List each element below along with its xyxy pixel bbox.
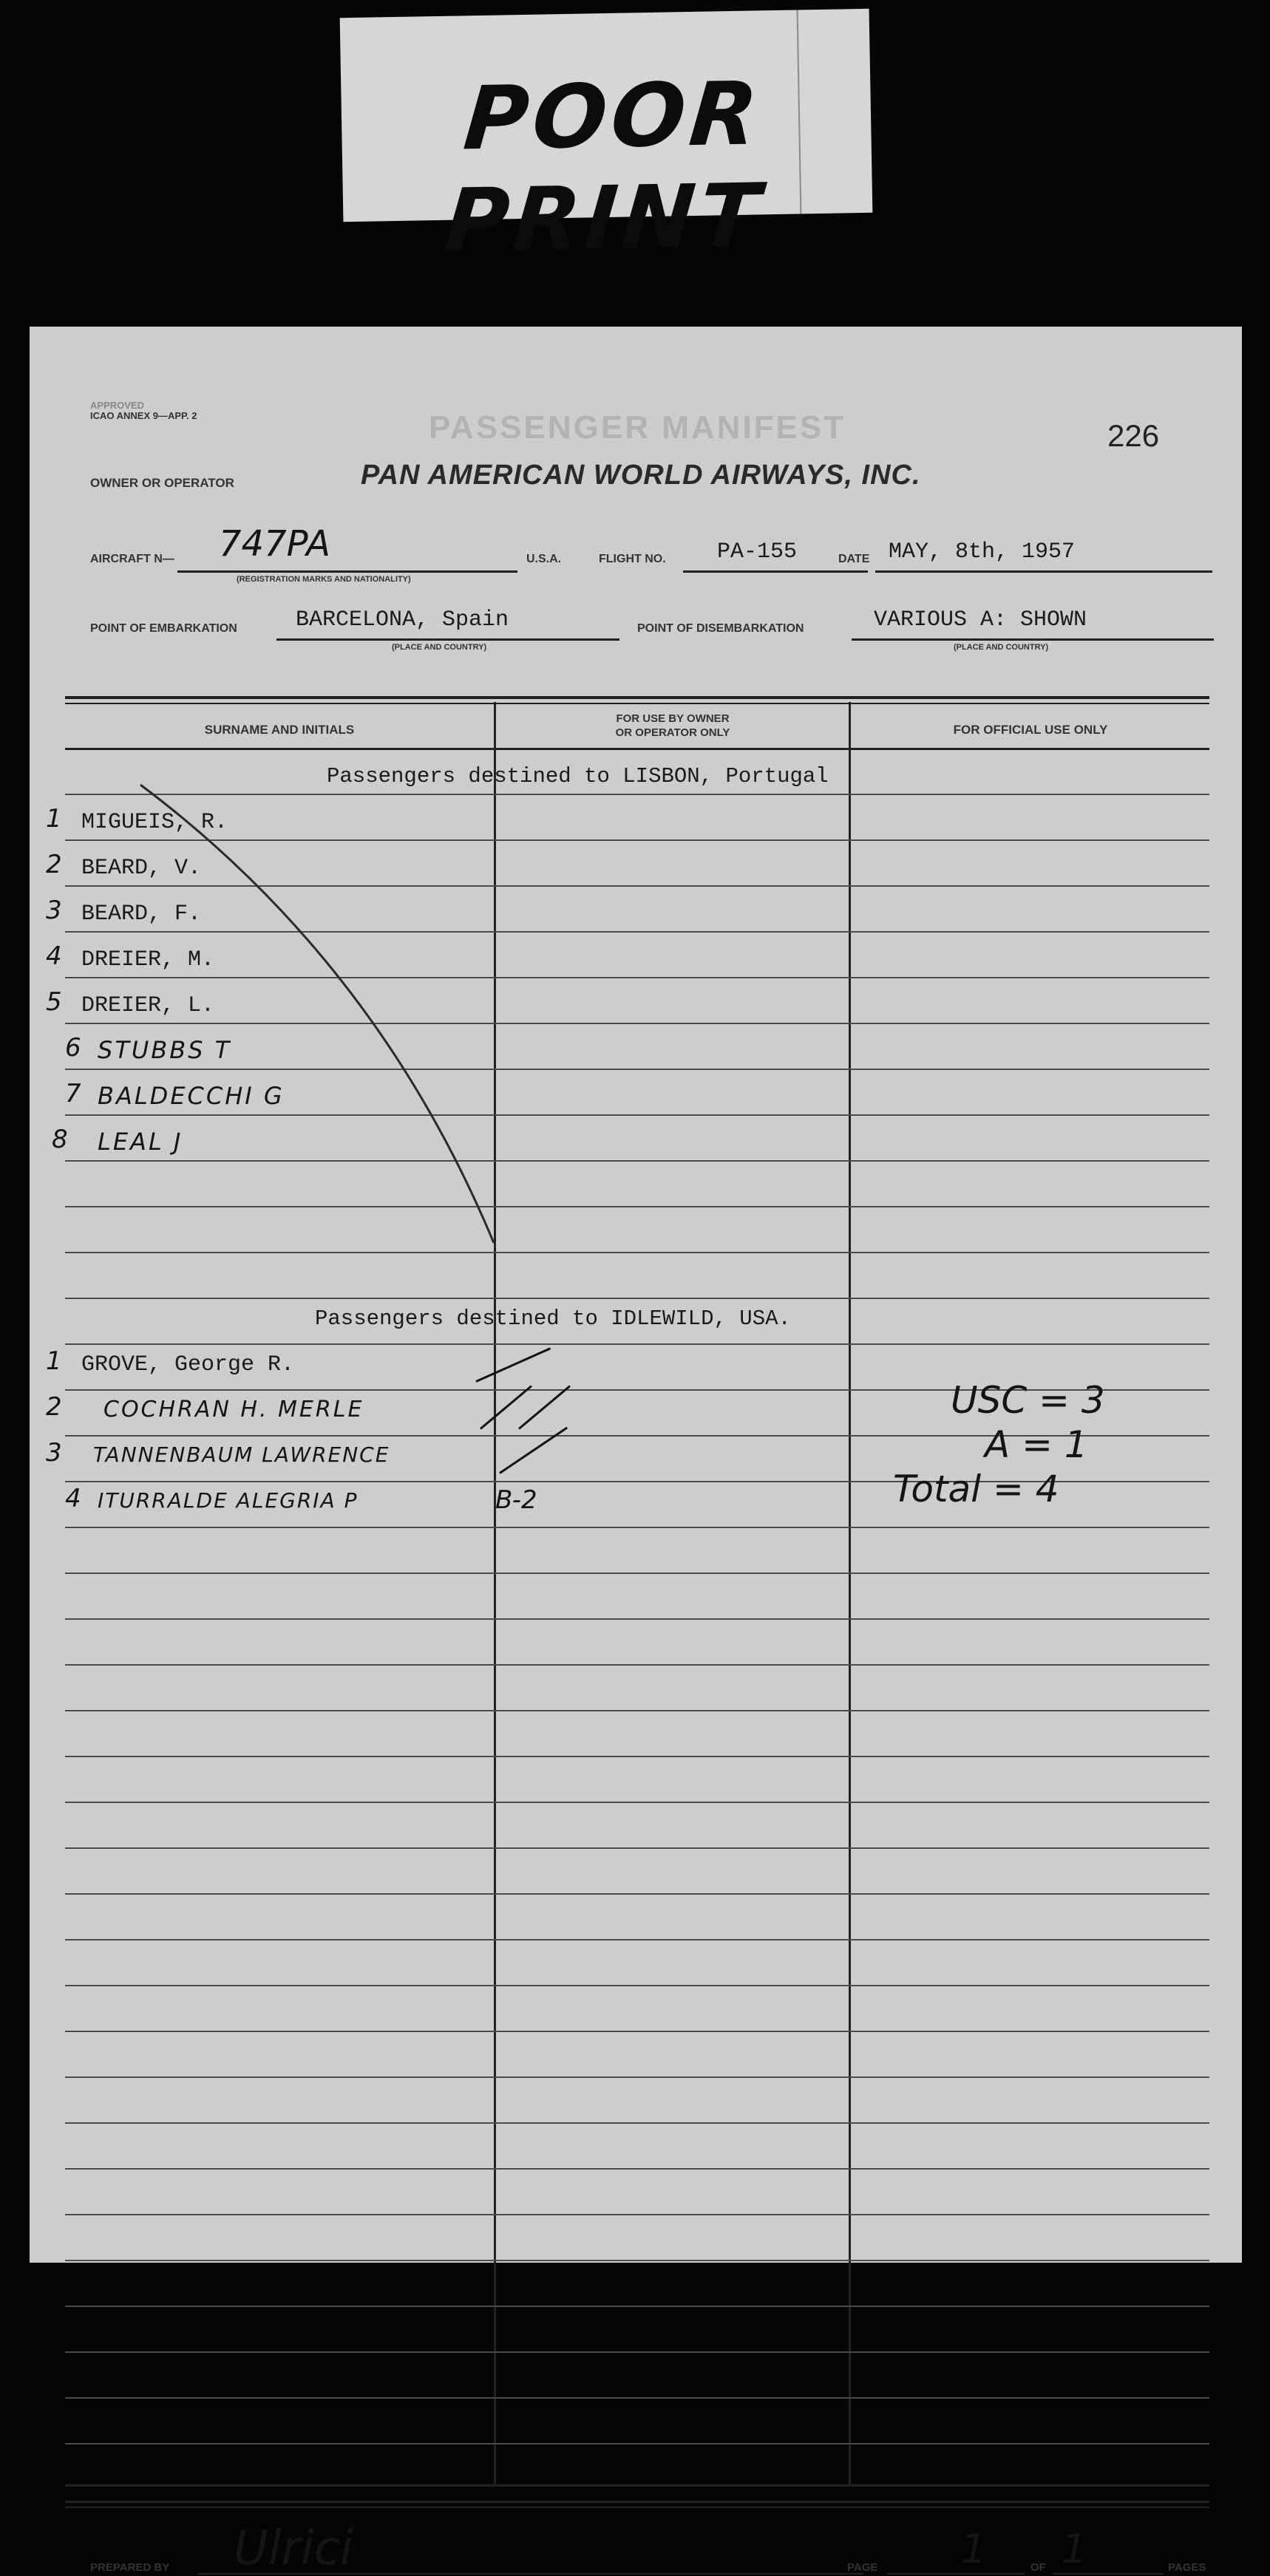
passenger-name: BALDECCHI G bbox=[98, 1082, 285, 1110]
owner-label: OWNER OR OPERATOR bbox=[90, 476, 234, 490]
of-underline bbox=[1053, 2573, 1164, 2575]
disembarkation-note: (PLACE AND COUNTRY) bbox=[954, 643, 1049, 652]
group1-heading: Passengers destined to LISBON, Portugal bbox=[327, 764, 829, 788]
owner-name: PAN AMERICAN WORLD AIRWAYS, INC. bbox=[361, 460, 921, 491]
passenger-name: TANNENBAUM LAWRENCE bbox=[93, 1442, 390, 1467]
header-surname: SURNAME AND INITIALS bbox=[204, 723, 355, 737]
passenger-name: GROVE, George R. bbox=[81, 1352, 295, 1377]
aircraft-value: 747PA bbox=[219, 523, 331, 565]
header-official: FOR OFFICIAL USE ONLY bbox=[953, 723, 1108, 737]
passenger-number: 6 bbox=[65, 1033, 81, 1063]
row-line bbox=[65, 2306, 1209, 2307]
tally-usc: USC = 3 bbox=[951, 1379, 1105, 1422]
of-value: 1 bbox=[1062, 2526, 1087, 2572]
page-underline bbox=[887, 2573, 1025, 2575]
form-title: PASSENGER MANIFEST bbox=[429, 409, 846, 446]
poor-print-label bbox=[340, 9, 873, 272]
embarkation-note: (PLACE AND COUNTRY) bbox=[392, 643, 487, 652]
passenger-name: ITURRALDE ALEGRIA P bbox=[98, 1488, 359, 1513]
of-label: OF bbox=[1030, 2561, 1046, 2574]
flight-value: PA-155 bbox=[717, 539, 798, 565]
passenger-number: 5 bbox=[46, 987, 62, 1017]
date-label: DATE bbox=[838, 553, 870, 565]
passenger-name: DREIER, L. bbox=[81, 993, 215, 1018]
passenger-number: 2 bbox=[46, 850, 62, 879]
group2-heading: Passengers destined to IDLEWILD, USA. bbox=[315, 1306, 791, 1331]
page-label: PAGE bbox=[847, 2561, 878, 2574]
row-line bbox=[65, 2443, 1209, 2444]
approved-text: APPROVED bbox=[90, 400, 144, 411]
passenger-number: 2 bbox=[46, 1392, 62, 1422]
passenger-name: BEARD, F. bbox=[81, 902, 202, 927]
footer-rule-thin bbox=[65, 2507, 1209, 2508]
footer-rule bbox=[65, 2501, 1209, 2503]
passenger-name: MIGUEIS, R. bbox=[81, 810, 228, 835]
registration-note: (REGISTRATION MARKS AND NATIONALITY) bbox=[237, 575, 411, 584]
passenger-name: BEARD, V. bbox=[81, 856, 202, 881]
strike-line bbox=[30, 327, 1242, 2263]
passenger-number: 1 bbox=[46, 1346, 62, 1376]
disembarkation-label: POINT OF DISEMBARKATION bbox=[637, 622, 804, 635]
prepared-by-label: PREPARED BY bbox=[90, 2561, 170, 2574]
tally-aliens: A = 1 bbox=[985, 1423, 1088, 1466]
flight-label: FLIGHT NO. bbox=[599, 553, 666, 565]
manifest-sheet bbox=[30, 327, 1242, 2576]
embarkation-value: BARCELONA, Spain bbox=[296, 607, 509, 633]
table-bottom-rule bbox=[65, 2484, 1209, 2487]
poor-print-text: POOR PRINT bbox=[440, 62, 768, 272]
annex-text: ICAO ANNEX 9—APP. 2 bbox=[90, 410, 197, 421]
passenger-number: 7 bbox=[65, 1079, 81, 1108]
header-owner-line2: OR OPERATOR ONLY bbox=[615, 726, 730, 739]
passenger-number: 4 bbox=[46, 941, 62, 971]
date-value: MAY, 8th, 1957 bbox=[889, 539, 1076, 565]
embarkation-label: POINT OF EMBARKATION bbox=[90, 622, 237, 635]
header-owner-line1: FOR USE BY OWNER bbox=[616, 712, 730, 725]
passenger-number: 1 bbox=[46, 804, 62, 834]
passenger-name: LEAL J bbox=[98, 1128, 183, 1156]
passenger-number: 3 bbox=[46, 1438, 62, 1468]
row-line bbox=[65, 2351, 1209, 2353]
page-value: 1 bbox=[961, 2526, 987, 2572]
signature: Ulrici bbox=[234, 2521, 353, 2576]
passenger-number: 4 bbox=[65, 1484, 81, 1513]
tally-total: Total = 4 bbox=[893, 1468, 1059, 1510]
stamped-page-number: 226 bbox=[1107, 418, 1160, 453]
country-label: U.S.A. bbox=[526, 553, 562, 565]
row-line bbox=[65, 2397, 1209, 2399]
aircraft-label: AIRCRAFT N— bbox=[90, 553, 174, 565]
owner-note: B-2 bbox=[495, 1485, 537, 1515]
passenger-name: COCHRAN H. MERLE bbox=[103, 1397, 364, 1422]
passenger-name: STUBBS T bbox=[98, 1036, 232, 1064]
pages-label: PAGES bbox=[1168, 2561, 1206, 2574]
passenger-number: 8 bbox=[52, 1125, 68, 1154]
passenger-name: DREIER, M. bbox=[81, 947, 215, 972]
passenger-number: 3 bbox=[46, 896, 62, 925]
disembarkation-value: VARIOUS A: SHOWN bbox=[874, 607, 1087, 633]
